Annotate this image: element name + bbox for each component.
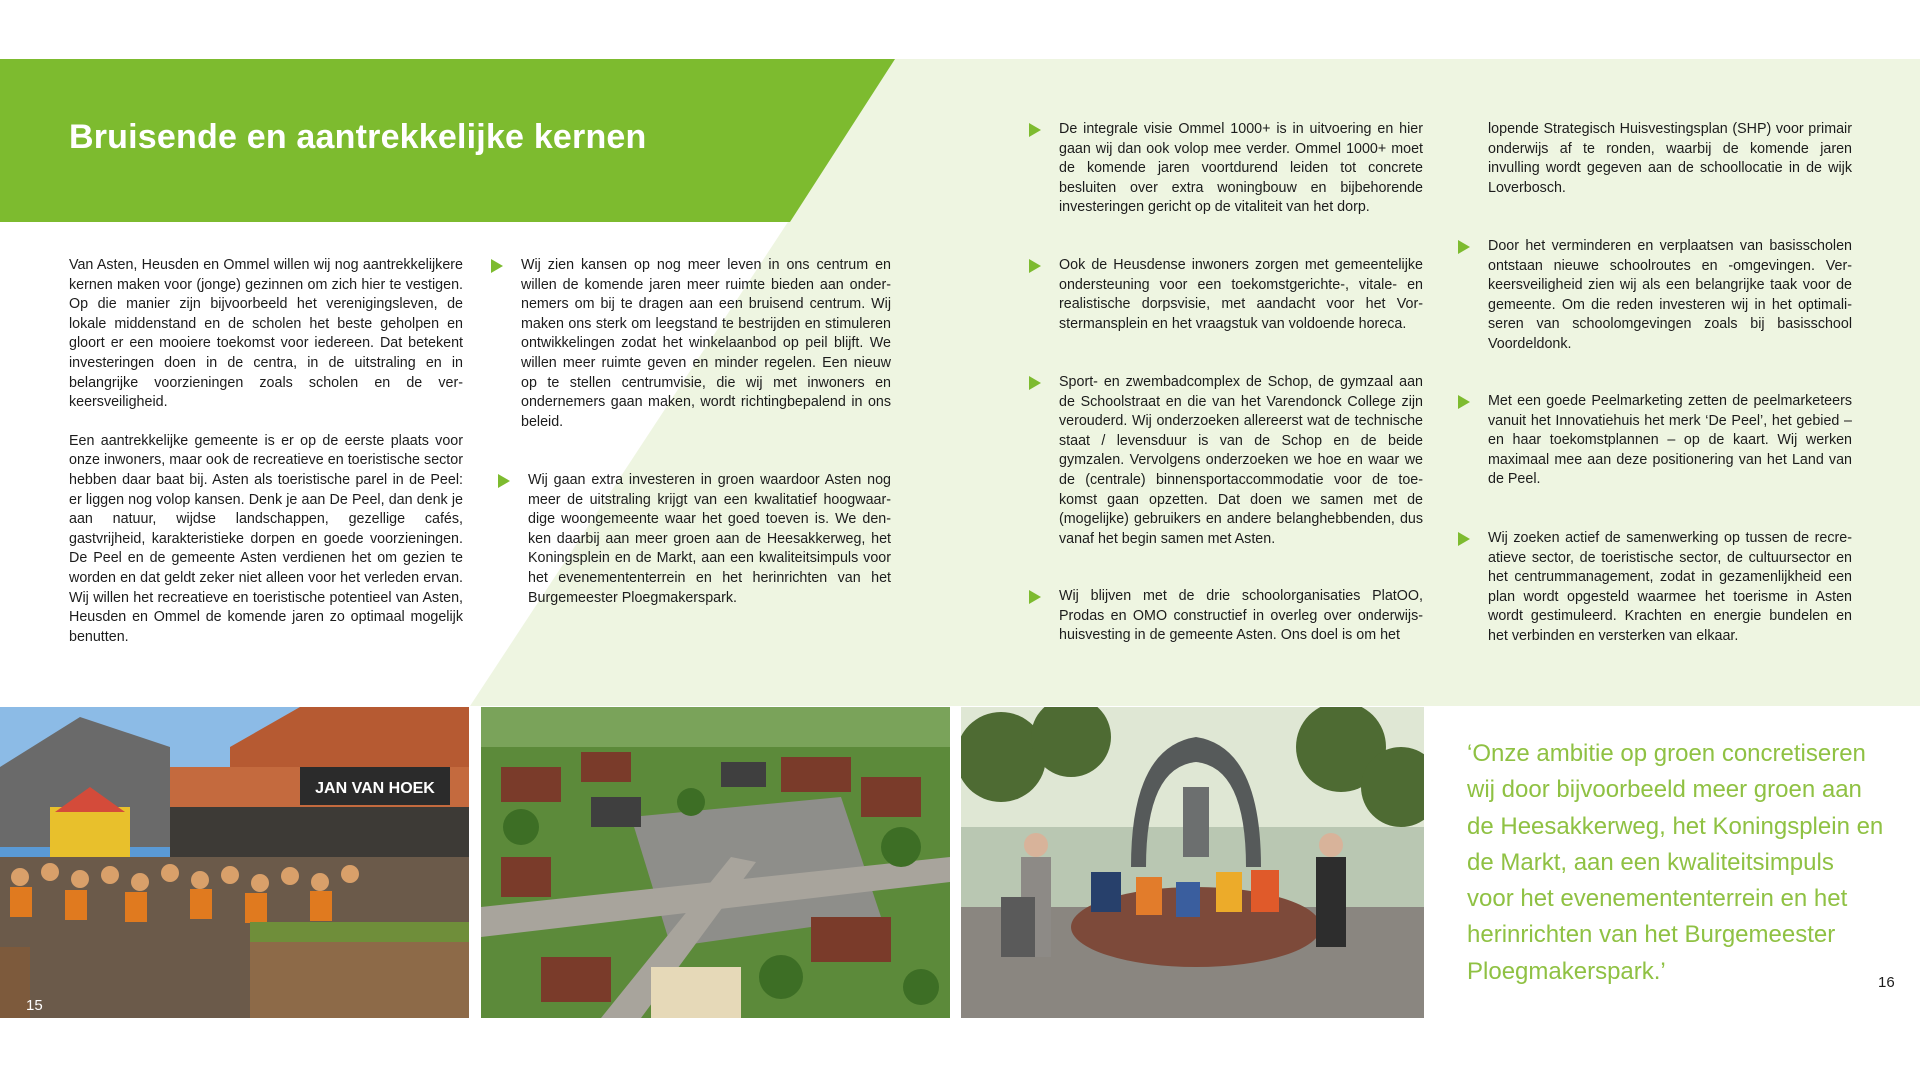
arrow-bullet-icon xyxy=(1029,123,1041,137)
arrow-bullet-icon xyxy=(1029,590,1041,604)
bullet-continuation xyxy=(1488,120,1852,198)
bullet-item xyxy=(1488,529,1852,647)
arrow-bullet-icon xyxy=(498,474,510,488)
bullet-text: lopende Strategisch Huisvestingsplan (SHP) voor primair onderwijs af te ronden, waarbij de komende jaren invulling wordt gegeven aan de schoollocatie in de wijk Loverbosch. xyxy=(1488,121,1852,196)
bullet-text: Wij blijven met de drie schoolorganisaties PlatOO, Prodas en OMO constructief in overleg over onderwijshuisvesting in de gemeente Asten. Ons doel is om het xyxy=(1059,588,1423,644)
arrow-bullet-icon xyxy=(1458,240,1470,254)
bullet-text: Wij zien kansen op nog meer leven in ons centrum en willen de komende jaren meer ruimte bieden aan ondernemers om bij te dragen aan een bruisend centrum. Wij maken ons sterk om leegstand te bestrijden en stimuleren ontwikkelingen zodat het winkelaanbod op peil blijft. We willen meer ruimte geven en minder regelen. Een nieuw op te stellen centrumvisie, die wij met inwoners en ondernemers gaan maken, wordt richtingbepalend in ons beleid. xyxy=(521,257,891,430)
bullet-text: Wij gaan extra investeren in groen waardoor Asten nog meer de uitstraling krijgt van een kwalitatief hoogwaardige woongemeente waar het goed toeven is. We denken daarbij aan meer groen aan de Heesakkerweg, het Koningsplein en de Markt, aan een kwaliteitsimpuls voor het evenemententerrein en het herinrichten van het Burgemeester Ploegmakerspark. xyxy=(528,472,891,606)
photo-sign-text: JAN VAN HOEK xyxy=(315,780,435,797)
bullet-item xyxy=(1488,237,1852,355)
bullet-item xyxy=(1059,256,1423,334)
arrow-bullet-icon xyxy=(1029,259,1041,273)
bullet-text: Wij zoeken actief de samenwerking op tussen de recreatieve sector, de toeristische sector, de cultuursector en het centrummanagement, zodat in gezamenlijkheid een plan wordt opgesteld waarmee het toerisme in Asten wordt gestimuleerd. Krachten en energie bundelen en het verbinden en versterken van elkaar. xyxy=(1488,530,1852,644)
intro-paragraph: Een aantrekkelijke gemeente is er op de eerste plaats voor onze inwoners, maar ook de recreatieve en toeristische sector hebben daar baat bij. Asten als toeristische parel in de Peel: er liggen nog volop kansen. Denk je aan De Peel, dan denk je aan natuur, wijdse landschappen, gezellige cafés, gastvrijheid, karakteristieke dorpen en goede voorzieningen. De Peel en de gemeente Asten verdienen het om gezien te worden en dat geldt zeker niet alleen voor het verleden ervan. Wij willen het recreatieve en toeristische potentieel van Asten, Heusden en Ommel de komende jaren zo optimaal mogelijk benutten. xyxy=(69,432,463,645)
arrow-bullet-icon xyxy=(1458,532,1470,546)
bullet-item xyxy=(1488,392,1852,490)
bullet-item xyxy=(1059,587,1423,646)
page-number-left: 15 xyxy=(26,997,43,1014)
pull-quote: ‘Onze ambitie op groen concretiseren wij door bijvoorbeeld meer groen aan de Heesakkerweg, het Koningsplein en de Markt, aan een kwaliteitsimpuls voor het evenemententerrein en het herinrichten van het Burgemeester Ploegmakerspark.’ xyxy=(1467,740,1884,985)
bullet-text: Ook de Heusdense inwoners zorgen met gemeentelijke ondersteuning voor een toekomstgerichte-, vitale- en realistische dorpsvisie, met aandacht voor het Vorstermansplein en het vraagstuk van voldoende horeca. xyxy=(1059,257,1423,332)
bullet-item xyxy=(528,471,891,608)
arrow-bullet-icon xyxy=(1029,376,1041,390)
photo-family-statue xyxy=(961,707,1424,1018)
bullet-item xyxy=(1059,120,1423,218)
bullet-text: De integrale visie Ommel 1000+ is in uitvoering en hier gaan wij dan ook volop mee verder. Ommel 1000+ moet de komende jaren voortdurend leiden tot concrete besluiten over extra woningbouw en bijbehorende investeringen gericht op de vitaliteit van het dorp. xyxy=(1059,121,1423,216)
bullet-text: Door het verminderen en verplaatsen van basisscholen ontstaan nieuwe schoolroutes en -omgevingen. Verkeersveiligheid zien wij als een belangrijke taak voor de gemeente. Om die reden investeren wij in het optimaliseren van schoolomgevingen zoals bij basisschool Voordeldonk. xyxy=(1488,238,1852,352)
page-title: Bruisende en aantrekkelijke kernen xyxy=(69,118,647,156)
bullet-item xyxy=(521,256,891,432)
arrow-bullet-icon xyxy=(1458,395,1470,409)
intro-text xyxy=(69,256,463,666)
page-number-right: 16 xyxy=(1878,974,1895,991)
arrow-bullet-icon xyxy=(491,259,503,273)
photo-terrace-jan-van-hoek xyxy=(0,707,469,1018)
bullet-text: Met een goede Peelmarketing zetten de peelmarketeers vanuit het Innovatiehuis het merk ‘De Peel’, het gebied – en haar toekomstplannen – op de kaart. Wij werken maximaal mee aan deze positionering van het Land van de Peel. xyxy=(1488,393,1852,488)
intro-paragraph: Van Asten, Heusden en Ommel willen wij nog aantrekkelijkere kernen maken voor (jonge) gezinnen om zich hier te vestigen. Op die manier zijn bijvoorbeeld het verenigingsleven, de lokale middenstand en de scholen het beste geholpen en gloort er een mooiere toekomst voor iedereen. Dat betekent investeringen doen in de centra, in de uitstraling en in belangrijke voorzieningen zoals scholen en de verkeersveiligheid. xyxy=(69,257,463,411)
bullet-text: Sport- en zwembadcomplex de Schop, de gymzaal aan de Schoolstraat en die van het Varendonck College zijn verouderd. Wij onderzoeken allereerst wat de technische staat / levensduur is van de Schop en de beide gymzalen. Vervolgens onderzoeken we hoe en waar we de (centrale) binnensportaccommodatie voor de toekomst gaan opzetten. Dat doen we samen met de (mogelijke) gebruikers en andere belanghebbenden, dus vanaf het begin samen met Asten. xyxy=(1059,374,1423,547)
photo-aerial-view xyxy=(481,707,950,1018)
bullet-item xyxy=(1059,373,1423,549)
